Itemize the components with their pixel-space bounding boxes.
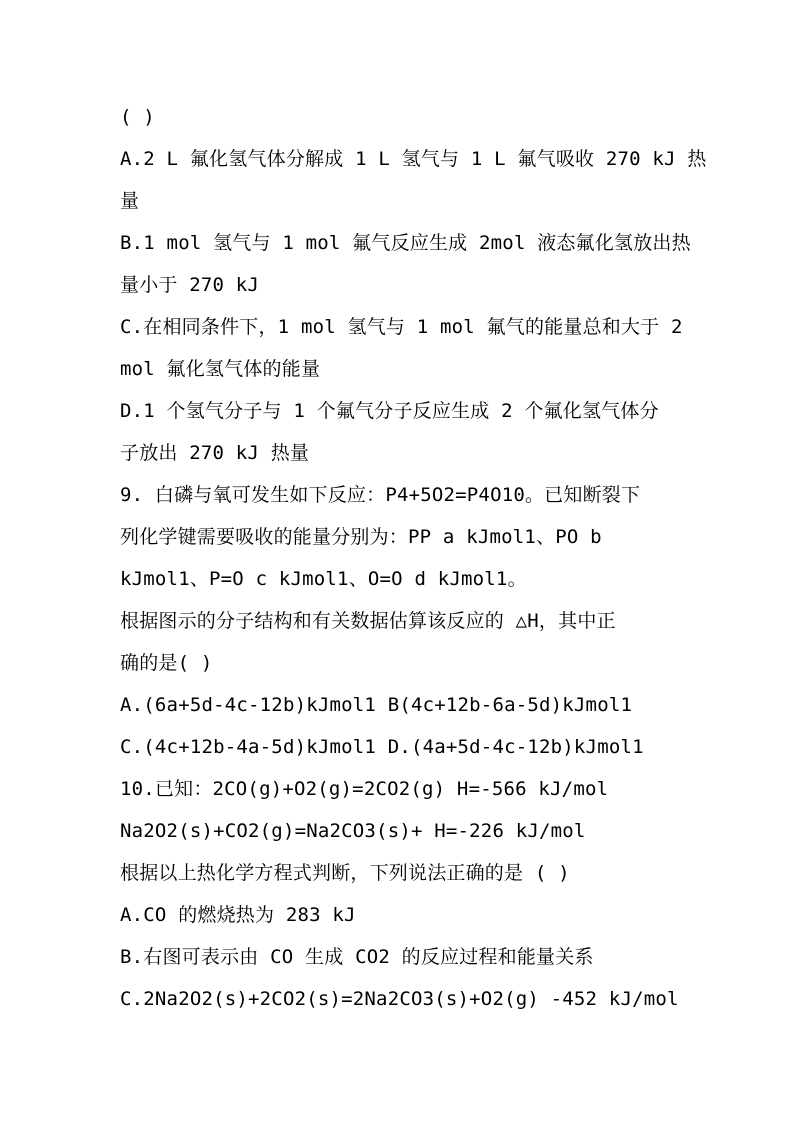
question-9-line-3: kJmol1、P=O c kJmol1、O=O d kJmol1。 <box>120 568 527 590</box>
option-c-line-2: mol 氟化氢气体的能量 <box>120 358 321 380</box>
question-9-line-1: 9. 白磷与氧可发生如下反应：P4+5O2=P4O10。已知断裂下 <box>120 484 641 506</box>
question-10-option-c: C.2Na2O2(s)+2CO2(s)=2Na2CO3(s)+O2(g) -452 kJ/mol <box>120 988 679 1010</box>
option-d-line-1: D.1 个氢气分子与 1 个氟气分子反应生成 2 个氟化氢气体分 <box>120 400 659 422</box>
answer-blank: ( ) <box>120 106 155 128</box>
question-10-line-3: 根据以上热化学方程式判断，下列说法正确的是 ( ) <box>120 862 570 884</box>
option-c-line-1: C.在相同条件下，1 mol 氢气与 1 mol 氟气的能量总和大于 2 <box>120 316 683 338</box>
option-b-line-2: 量小于 270 kJ <box>120 274 260 296</box>
option-b-line-1: B.1 mol 氢气与 1 mol 氟气反应生成 2mol 液态氟化氢放出热 <box>120 232 691 254</box>
option-d-line-2: 子放出 270 kJ 热量 <box>120 442 310 464</box>
option-a-line-1: A.2 L 氟化氢气体分解成 1 L 氢气与 1 L 氟气吸收 270 kJ 热 <box>120 148 707 170</box>
question-10-option-b: B.右图可表示由 CO 生成 CO2 的反应过程和能量关系 <box>120 946 594 968</box>
option-a-line-2: 量 <box>120 190 140 212</box>
question-10-line-2: Na2O2(s)+CO2(g)=Na2CO3(s)+ H=-226 kJ/mol <box>120 820 586 842</box>
question-9-options-cd: C.(4c+12b-4a-5d)kJmol1 D.(4a+5d-4c-12b)kJmol1 <box>120 736 644 758</box>
question-10-line-1: 10.已知：2CO(g)+O2(g)=2CO2(g) H=-566 kJ/mol <box>120 778 609 800</box>
question-9-line-4: 根据图示的分子结构和有关数据估算该反应的 △H，其中正 <box>120 610 616 632</box>
question-9-line-5: 确的是( ) <box>120 652 213 674</box>
document-body <box>120 96 707 1020</box>
question-9-options-ab: A.(6a+5d-4c-12b)kJmol1 B(4c+12b-6a-5d)kJmol1 <box>120 694 633 716</box>
question-10-option-a: A.CO 的燃烧热为 283 kJ <box>120 904 356 926</box>
question-9-line-2: 列化学键需要吸收的能量分别为：PP a kJmol1、PO b <box>120 526 602 548</box>
